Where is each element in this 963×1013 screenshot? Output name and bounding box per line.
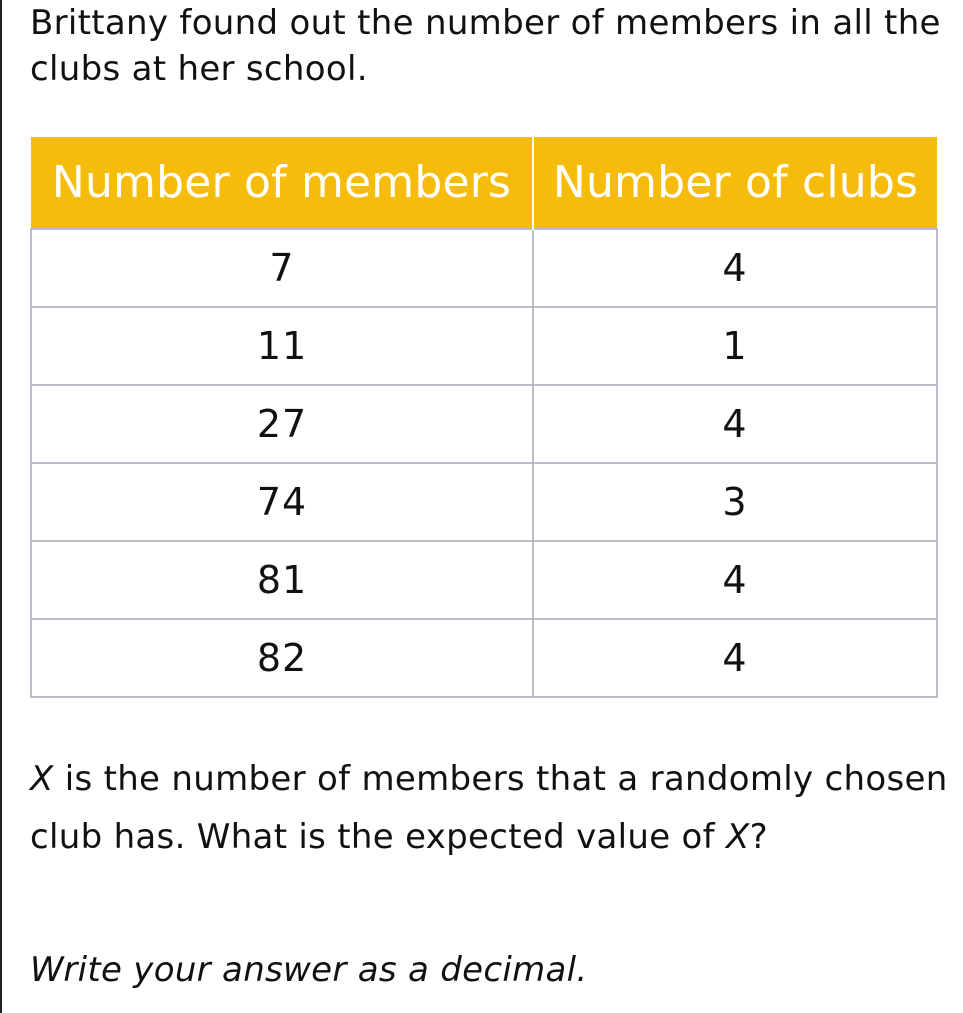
table-row [31,307,937,385]
clubs-cell: 1 [533,307,937,385]
random-variable: X [30,759,54,799]
header-number-of-members: Number of members [31,137,533,229]
question-body: is the number of members that a randomly chosen club has. What is the expected value of [30,759,948,857]
clubs-cell: 4 [533,619,937,697]
random-variable: X [726,817,750,857]
members-cell: 27 [31,385,533,463]
clubs-cell: 4 [533,385,937,463]
members-cell: 81 [31,541,533,619]
table-row [31,385,937,463]
clubs-cell: 4 [533,229,937,307]
table-row [31,463,937,541]
table-row [31,619,937,697]
question-end: ? [749,817,768,857]
frequency-table [30,137,938,698]
answer-instruction: Write your answer as a decimal. [30,950,588,990]
table-row [31,229,937,307]
members-cell: 11 [31,307,533,385]
question-text [30,750,950,866]
members-cell: 7 [31,229,533,307]
left-margin-rule [0,0,2,1013]
table-header-row [31,137,937,229]
header-number-of-clubs: Number of clubs [533,137,937,229]
problem-intro: Brittany found out the number of members in all the clubs at her school. [30,3,941,89]
clubs-cell: 4 [533,541,937,619]
clubs-cell: 3 [533,463,937,541]
table-row [31,541,937,619]
members-cell: 74 [31,463,533,541]
members-cell: 82 [31,619,533,697]
